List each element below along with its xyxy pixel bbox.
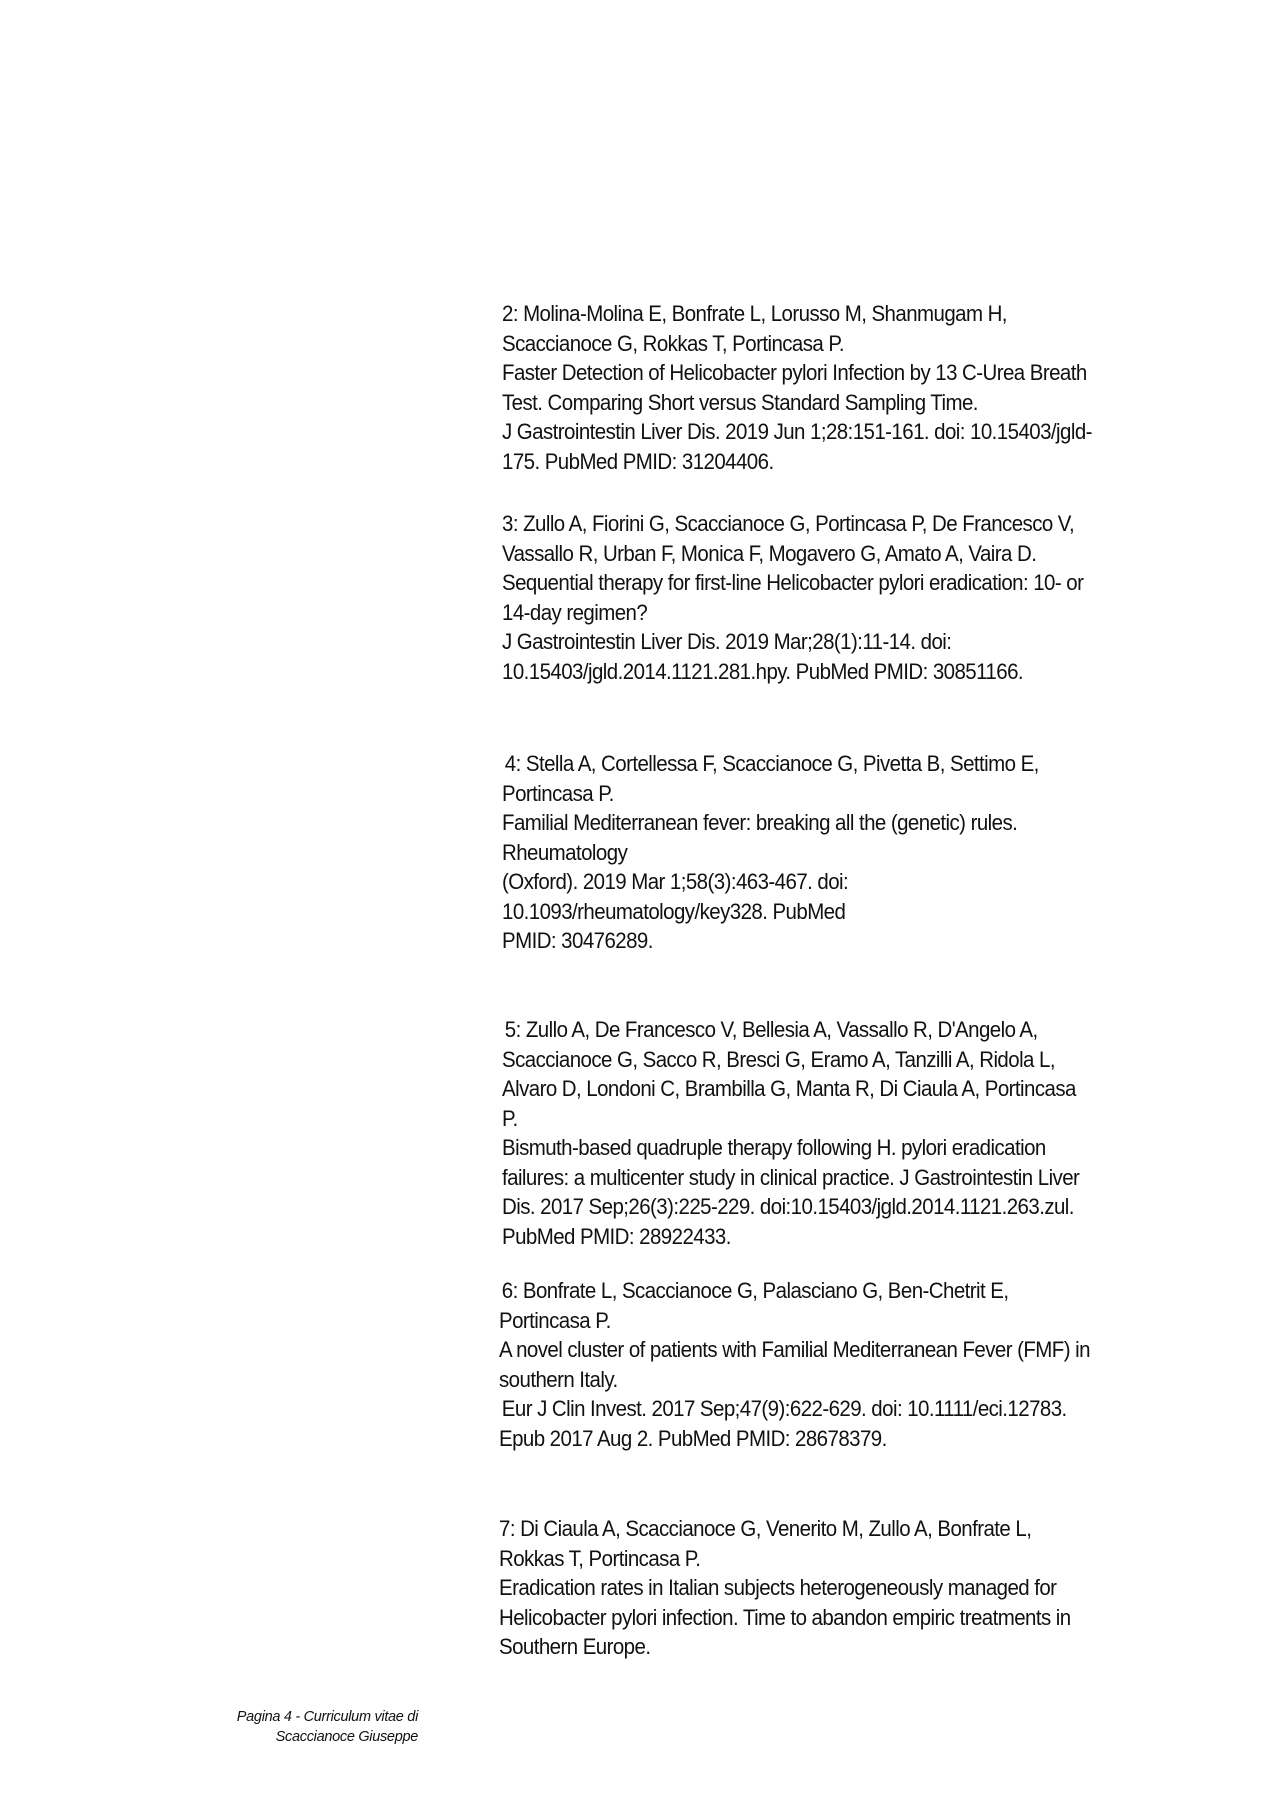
publication-entry-2 [502,299,1182,476]
ref-2-title-line-2: Test. Comparing Short versus Standard Sampling Time. [502,389,978,415]
ref-6-citation-line-1: Eur J Clin Invest. 2017 Sep;47(9):622-629. doi: 10.1111/eci.12783. [501,1396,1067,1421]
ref-5-citation-line-2: PubMed PMID: 28922433. [502,1223,731,1249]
ref-4-title-line-1: Familial Mediterranean fever: breaking all the (genetic) rules. [502,810,1018,835]
ref-6-authors-line-1: 6: Bonfrate L, Scaccianoce G, Palasciano G, Ben-Chetrit E, [501,1278,1009,1303]
ref-2-citation-line-2: 175. PubMed PMID: 31204406. [502,448,774,474]
ref-7-title-line-3: Southern Europe. [499,1634,651,1659]
ref-4-authors-line-2: Portincasa P. [502,780,614,806]
ref-3-authors-line-2: Vassallo R, Urban F, Monica F, Mogavero G, Amato A, Vaira D. [502,540,1037,566]
ref-6-title-line-1: A novel cluster of patients with Familial Mediterranean Fever (FMF) in [499,1337,1090,1362]
ref-5-citation-line-1: Dis. 2017 Sep;26(3):225-229. doi:10.15403/jgld.2014.1121.263.zul. [502,1194,1074,1219]
ref-6-citation-line-2: Epub 2017 Aug 2. PubMed PMID: 28678379. [499,1425,887,1451]
ref-2-authors-line-1: 2: Molina-Molina E, Bonfrate L, Lorusso M, Shanmugam H, [502,301,1007,326]
footer-page-label: Pagina 4 - Curriculum vitae di [236,1709,418,1725]
ref-5-authors-line-1: 5: Zullo A, De Francesco V, Bellesia A, Vassallo R, D'Angelo A, [504,1017,1038,1042]
publication-entry-7 [499,1514,1179,1662]
ref-5-authors-line-4: P. [502,1105,518,1131]
ref-2-authors-line-2: Scaccianoce G, Rokkas T, Portincasa P. [502,330,844,356]
page-footer [200,1707,418,1747]
ref-3-title-line-1: Sequential therapy for first-line Helicobacter pylori eradication: 10- or [502,570,1084,595]
publication-entry-3 [502,509,1182,686]
ref-3-authors-line-1: 3: Zullo A, Fiorini G, Scaccianoce G, Portincasa P, De Francesco V, [502,511,1075,536]
ref-2-title-line-1: Faster Detection of Helicobacter pylori Infection by 13 C-Urea Breath [502,360,1087,385]
ref-7-authors-line-1: 7: Di Ciaula A, Scaccianoce G, Venerito M, Zullo A, Bonfrate L, [499,1516,1032,1541]
ref-4-journal-line: Rheumatology [502,839,628,865]
ref-3-citation-line-2: 10.15403/jgld.2014.1121.281.hpy. PubMed PMID: 30851166. [502,658,1024,684]
ref-5-authors-line-2: Scaccianoce G, Sacco R, Bresci G, Eramo A, Tanzilli A, Ridola L, [502,1046,1055,1072]
ref-4-authors-line-1: 4: Stella A, Cortellessa F, Scaccianoce G, Pivetta B, Settimo E, [504,751,1039,776]
ref-7-authors-line-2: Rokkas T, Portincasa P. [499,1545,701,1571]
ref-5-authors-line-3: Alvaro D, Londoni C, Brambilla G, Manta R, Di Ciaula A, Portincasa [502,1076,1076,1101]
publication-entry-4 [502,749,1182,956]
ref-7-title-line-2: Helicobacter pylori infection. Time to abandon empiric treatments in [499,1604,1071,1630]
ref-3-citation-line-1: J Gastrointestin Liver Dis. 2019 Mar;28(1):11-14. doi: [502,629,952,654]
publication-entry-6 [499,1276,1179,1453]
ref-7-title-line-1: Eradication rates in Italian subjects heterogeneously managed for [499,1575,1057,1600]
ref-5-title-line-1: Bismuth-based quadruple therapy following H. pylori eradication [502,1135,1046,1160]
ref-4-citation-line-1: (Oxford). 2019 Mar 1;58(3):463-467. doi: [502,869,849,894]
ref-6-authors-line-2: Portincasa P. [499,1307,611,1333]
ref-2-citation-line-1: J Gastrointestin Liver Dis. 2019 Jun 1;28:151-161. doi: 10.15403/jgld- [502,419,1092,444]
ref-4-citation-line-3: PMID: 30476289. [502,928,653,953]
ref-6-title-line-2: southern Italy. [499,1366,618,1392]
ref-5-title-line-2: failures: a multicenter study in clinical practice. J Gastrointestin Liver [502,1164,1080,1190]
footer-author-name: Scaccianoce Giuseppe [275,1729,418,1745]
publication-entry-5 [502,1015,1182,1251]
ref-3-title-line-2: 14-day regimen? [502,599,648,625]
ref-4-citation-line-2: 10.1093/rheumatology/key328. PubMed [502,898,846,924]
